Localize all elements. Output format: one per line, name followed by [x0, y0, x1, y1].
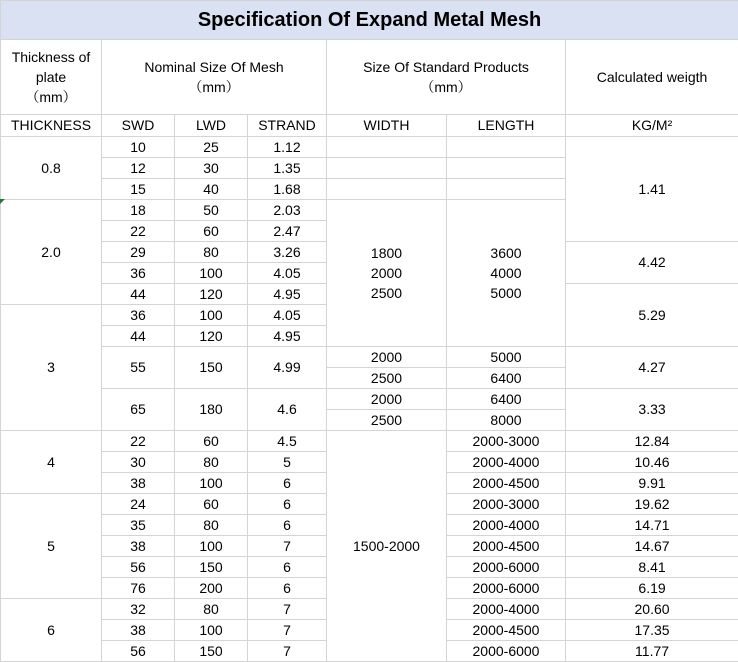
strand-cell: 4.6 — [248, 389, 327, 431]
strand-cell: 4.05 — [248, 305, 327, 326]
width-value: 2000 — [327, 263, 446, 283]
weight-cell: 17.35 — [566, 620, 738, 641]
col-length: LENGTH — [447, 115, 566, 137]
lwd-cell: 120 — [175, 284, 248, 305]
swd-cell: 22 — [102, 431, 175, 452]
col-swd: SWD — [102, 115, 175, 137]
width-cell: 2000 — [327, 347, 447, 368]
lwd-cell: 100 — [175, 305, 248, 326]
lwd-cell: 30 — [175, 158, 248, 179]
lwd-cell: 120 — [175, 326, 248, 347]
length-cell — [447, 158, 566, 179]
strand-cell: 6 — [248, 578, 327, 599]
swd-cell: 10 — [102, 137, 175, 158]
width-value: 1800 — [327, 243, 446, 263]
lwd-cell: 180 — [175, 389, 248, 431]
col-kg-m2: KG/M² — [566, 115, 738, 137]
weight-cell: 4.42 — [566, 242, 738, 284]
length-value: 4000 — [447, 263, 565, 283]
nominal-unit: （mm） — [102, 77, 326, 97]
strand-cell: 7 — [248, 536, 327, 557]
thickness-cell: 6 — [1, 599, 102, 662]
width-cell: 2500 — [327, 368, 447, 389]
weight-cell: 5.29 — [566, 284, 738, 347]
swd-cell: 36 — [102, 305, 175, 326]
lwd-cell: 100 — [175, 620, 248, 641]
lwd-cell: 200 — [175, 578, 248, 599]
swd-cell: 12 — [102, 158, 175, 179]
length-cell: 2000-4500 — [447, 620, 566, 641]
length-cell: 5000 — [447, 347, 566, 368]
width-value: 2500 — [327, 283, 446, 303]
weight-cell: 12.84 — [566, 431, 738, 452]
swd-cell: 29 — [102, 242, 175, 263]
swd-cell: 30 — [102, 452, 175, 473]
thickness-cell: 0.8 — [1, 137, 102, 200]
thickness-cell: 2.0 — [1, 200, 102, 305]
nominal-line1: Nominal Size Of Mesh — [102, 57, 326, 77]
lwd-cell: 80 — [175, 452, 248, 473]
strand-cell: 1.35 — [248, 158, 327, 179]
header-plate-thickness — [1, 40, 102, 115]
strand-cell: 6 — [248, 515, 327, 536]
weight-cell: 14.67 — [566, 536, 738, 557]
strand-cell: 1.12 — [248, 137, 327, 158]
swd-cell: 32 — [102, 599, 175, 620]
strand-cell: 4.95 — [248, 284, 327, 305]
cell-comment-marker — [0, 199, 5, 204]
length-value: 5000 — [447, 283, 565, 303]
weight-cell: 1.41 — [566, 137, 738, 242]
weight-cell: 11.77 — [566, 641, 738, 662]
strand-cell: 7 — [248, 599, 327, 620]
lwd-cell: 60 — [175, 221, 248, 242]
lwd-cell: 80 — [175, 242, 248, 263]
strand-cell: 4.05 — [248, 263, 327, 284]
weight-cell: 19.62 — [566, 494, 738, 515]
lwd-cell: 80 — [175, 515, 248, 536]
header-weight: Calculated weigth — [566, 40, 738, 115]
swd-cell: 18 — [102, 200, 175, 221]
lwd-cell: 100 — [175, 263, 248, 284]
lwd-cell: 100 — [175, 536, 248, 557]
length-cell: 2000-3000 — [447, 431, 566, 452]
swd-cell: 35 — [102, 515, 175, 536]
table-title: Specification Of Expand Metal Mesh — [1, 1, 738, 40]
swd-cell: 38 — [102, 620, 175, 641]
length-cell: 2000-4500 — [447, 473, 566, 494]
lwd-cell: 100 — [175, 473, 248, 494]
length-cell: 2000-4000 — [447, 515, 566, 536]
length-cell: 2000-4000 — [447, 599, 566, 620]
strand-cell: 7 — [248, 620, 327, 641]
length-cell — [447, 179, 566, 200]
swd-cell: 44 — [102, 326, 175, 347]
col-width: WIDTH — [327, 115, 447, 137]
length-cell: 2000-6000 — [447, 557, 566, 578]
table-row — [1, 389, 738, 410]
width-cell-group — [327, 200, 447, 347]
swd-cell: 56 — [102, 641, 175, 662]
plate-line2: plate — [1, 67, 101, 87]
strand-cell: 2.03 — [248, 200, 327, 221]
weight-cell: 4.27 — [566, 347, 738, 389]
standard-line1: Size Of Standard Products — [327, 57, 565, 77]
swd-cell: 24 — [102, 494, 175, 515]
swd-cell: 36 — [102, 263, 175, 284]
weight-cell: 3.33 — [566, 389, 738, 431]
swd-cell: 15 — [102, 179, 175, 200]
length-cell-group — [447, 200, 566, 347]
weight-cell: 14.71 — [566, 515, 738, 536]
length-cell: 2000-4500 — [447, 536, 566, 557]
column-header-row — [1, 115, 738, 137]
header-standard-size — [327, 40, 566, 115]
lwd-cell: 25 — [175, 137, 248, 158]
col-lwd: LWD — [175, 115, 248, 137]
thickness-cell: 3 — [1, 305, 102, 431]
plate-line1: Thickness of — [1, 47, 101, 67]
weight-cell: 9.91 — [566, 473, 738, 494]
strand-cell: 4.5 — [248, 431, 327, 452]
length-cell — [447, 137, 566, 158]
length-cell: 2000-4000 — [447, 452, 566, 473]
length-cell: 8000 — [447, 410, 566, 431]
swd-cell: 22 — [102, 221, 175, 242]
table-row — [1, 431, 738, 452]
weight-cell: 6.19 — [566, 578, 738, 599]
lwd-cell: 60 — [175, 431, 248, 452]
strand-cell: 7 — [248, 641, 327, 662]
lwd-cell: 150 — [175, 347, 248, 389]
lwd-cell: 60 — [175, 494, 248, 515]
strand-cell: 6 — [248, 494, 327, 515]
header-nominal-size — [102, 40, 327, 115]
lwd-cell: 40 — [175, 179, 248, 200]
width-cell — [327, 158, 447, 179]
swd-cell: 44 — [102, 284, 175, 305]
weight-cell: 8.41 — [566, 557, 738, 578]
lwd-cell: 150 — [175, 641, 248, 662]
strand-cell: 1.68 — [248, 179, 327, 200]
table-row — [1, 347, 738, 368]
strand-cell: 5 — [248, 452, 327, 473]
thickness-cell: 4 — [1, 431, 102, 494]
col-strand: STRAND — [248, 115, 327, 137]
weight-cell: 20.60 — [566, 599, 738, 620]
length-cell: 6400 — [447, 368, 566, 389]
width-cell-range: 1500-2000 — [327, 431, 447, 662]
strand-cell: 4.95 — [248, 326, 327, 347]
weight-cell: 10.46 — [566, 452, 738, 473]
col-thickness: THICKNESS — [1, 115, 102, 137]
standard-unit: （mm） — [327, 77, 565, 97]
width-cell: 2000 — [327, 389, 447, 410]
width-cell: 2500 — [327, 410, 447, 431]
strand-cell: 2.47 — [248, 221, 327, 242]
lwd-cell: 150 — [175, 557, 248, 578]
swd-cell: 38 — [102, 536, 175, 557]
length-cell: 6400 — [447, 389, 566, 410]
lwd-cell: 50 — [175, 200, 248, 221]
plate-unit: （mm） — [1, 87, 101, 107]
swd-cell: 38 — [102, 473, 175, 494]
thickness-cell: 5 — [1, 494, 102, 599]
strand-cell: 4.99 — [248, 347, 327, 389]
strand-cell: 6 — [248, 557, 327, 578]
strand-cell: 6 — [248, 473, 327, 494]
width-cell — [327, 137, 447, 158]
swd-cell: 76 — [102, 578, 175, 599]
length-cell: 2000-6000 — [447, 578, 566, 599]
strand-cell: 3.26 — [248, 242, 327, 263]
swd-cell: 56 — [102, 557, 175, 578]
table-row — [1, 137, 738, 158]
lwd-cell: 80 — [175, 599, 248, 620]
swd-cell: 55 — [102, 347, 175, 389]
length-value: 3600 — [447, 243, 565, 263]
length-cell: 2000-3000 — [447, 494, 566, 515]
length-cell: 2000-6000 — [447, 641, 566, 662]
swd-cell: 65 — [102, 389, 175, 431]
width-cell — [327, 179, 447, 200]
